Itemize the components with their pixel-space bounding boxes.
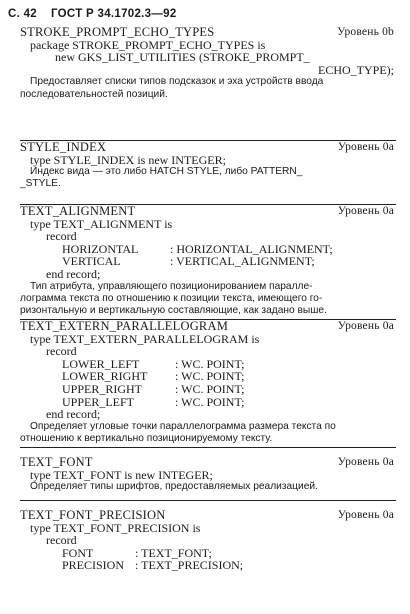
code-line: record [46,344,77,359]
level-label: Уровень 0a [337,456,394,468]
page-header [8,8,191,20]
level-label: Уровень 0a [337,320,394,332]
level-label: Уровень 0a [337,141,394,153]
record-field: LOWER_RIGHT : WC. POINT; [62,369,245,384]
record-field: PRECISION : TEXT_PRECISION; [62,558,244,573]
level-label: Уровень 0b [337,26,394,38]
code-line: type TEXT_ALIGNMENT is [30,216,173,231]
section-text-font [20,456,396,493]
section-description: Определяет угловые точки параллелограмма размера текста по отношению к вертикально позиционируемому тексту. [20,420,336,445]
document-code: ГОСТ Р 34.1702.3—92 [51,8,177,20]
section-divider [20,500,396,501]
code-line: record [46,229,77,244]
code-line: type TEXT_EXTERN_PARALLELOGRAM is [30,331,260,346]
section-text-extern-parallelogram [20,320,396,445]
level-label: Уровень 0a [337,205,394,217]
section-title: TEXT_FONT_PRECISION Уровень 0a [20,508,394,522]
record-field: UPPER_RIGHT : WC. POINT; [62,381,245,396]
level-label: Уровень 0a [337,509,394,521]
section-title: STYLE_INDEX Уровень 0a [20,140,394,154]
section-title: TEXT_ALIGNMENT Уровень 0a [20,204,394,218]
code-line: type TEXT_FONT is new INTEGER; [30,467,213,482]
code-line: package STROKE_PROMPT_ECHO_TYPES is [30,37,266,52]
section-description: Индекс вида — это либо HATCH STYLE, либо PATTERN_ _STYLE. [20,166,303,190]
record-field: HORIZONTAL : HORIZONTAL_ALIGNMENT; [62,241,333,256]
section-description: Предоставляет списки типов подсказок и эха устройств ввода последовательностей позиций. [20,76,324,100]
record-field: LOWER_LEFT : WC. POINT; [62,356,245,371]
section-description: Определяет типы шрифтов, предоставляемых реализацией. [30,481,318,493]
record-field: VERTICAL : VERTICAL_ALIGNMENT; [62,254,315,269]
section-text-alignment [20,205,396,317]
section-title: STROKE_PROMPT_ECHO_TYPES Уровень 0b [20,25,394,39]
section-description: Тип атрибута, управляющего позиционированием паралле- лограмма текста по отношению к позиции текста, имеющего го- ризонтальную и вертикальную составляющие, как задано выше. [20,280,327,317]
section-style-index [20,141,396,191]
code-line: end record; [46,407,101,422]
code-line: record [46,533,77,548]
section-text-font-precision [20,509,396,572]
section-title: TEXT_EXTERN_PARALLELOGRAM Уровень 0a [20,319,394,333]
record-field: FONT : TEXT_FONT; [62,545,212,560]
page-number: С. 42 [8,8,37,20]
record-field: UPPER_LEFT : WC. POINT; [62,394,245,409]
code-line: type STYLE_INDEX is new INTEGER; [30,152,226,167]
section-divider [20,447,396,448]
section-stroke-prompt-echo-types [20,26,396,101]
section-title: TEXT_FONT Уровень 0a [20,455,394,469]
code-line: new GKS_LIST_UTILITIES (STROKE_PROMPT_ [55,50,310,65]
code-line: type TEXT_FONT_PRECISION is [30,520,201,535]
code-line: end record; [46,266,101,281]
code-line: ECHO_TYPE); [318,62,394,77]
